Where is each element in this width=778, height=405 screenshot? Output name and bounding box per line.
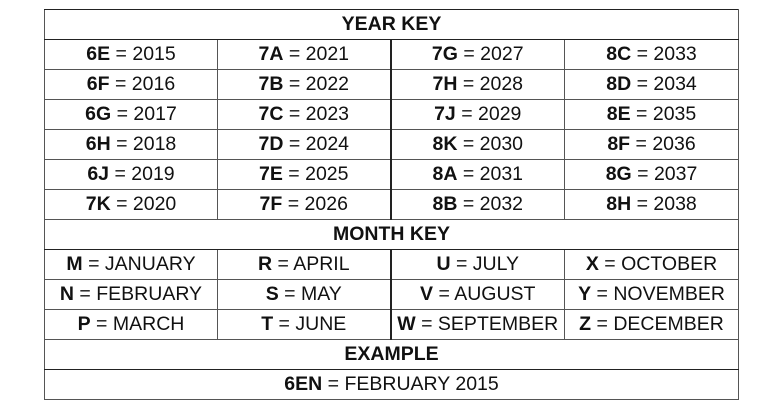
month-value: JULY xyxy=(472,253,520,275)
equals-sign: = xyxy=(630,103,653,125)
equals-sign: = xyxy=(457,133,480,155)
year-code: 6H xyxy=(85,133,111,155)
year-key-cell xyxy=(45,190,218,220)
month-key-cell xyxy=(565,280,739,310)
year-key-cell xyxy=(565,100,739,130)
equals-sign: = xyxy=(457,73,480,95)
year-key-cell xyxy=(391,130,565,160)
month-key-cell xyxy=(45,250,218,280)
equals-sign: = xyxy=(457,43,481,65)
month-key-cell xyxy=(218,310,391,340)
month-key-header-row xyxy=(45,220,739,250)
year-key-cell xyxy=(391,160,565,190)
year-key-cell xyxy=(45,130,218,160)
year-value: 2015 xyxy=(132,43,176,65)
year-key-cell xyxy=(218,130,391,160)
equals-sign: = xyxy=(283,133,306,155)
year-key-cell xyxy=(565,190,739,220)
equals-sign: = xyxy=(109,73,132,95)
year-key-row xyxy=(45,130,739,160)
equals-sign: = xyxy=(631,163,654,185)
year-code: 7C xyxy=(258,103,284,125)
year-key-cell xyxy=(218,160,391,190)
month-value: MARCH xyxy=(112,313,185,335)
year-code: 7E xyxy=(259,163,283,185)
year-key-cell xyxy=(391,100,565,130)
example-row xyxy=(45,370,739,400)
equals-sign: = xyxy=(591,313,614,335)
month-key-cell xyxy=(391,250,565,280)
year-key-cell xyxy=(391,190,565,220)
year-code: 6J xyxy=(87,163,110,185)
year-code: 8K xyxy=(432,133,458,155)
month-key-cell xyxy=(218,280,391,310)
year-code: 6E xyxy=(86,43,111,65)
year-code: 7A xyxy=(258,43,284,65)
equals-sign: = xyxy=(630,133,653,155)
equals-sign: = xyxy=(111,103,134,125)
year-value: 2032 xyxy=(479,193,524,215)
month-code: V xyxy=(420,283,434,305)
example-value: FEBRUARY 2015 xyxy=(344,373,499,395)
month-value: JANUARY xyxy=(104,253,196,275)
month-key-cell xyxy=(565,250,739,280)
month-code: R xyxy=(257,253,273,275)
year-code: 8F xyxy=(607,133,631,155)
year-code: 7D xyxy=(258,133,284,155)
month-key-title: MONTH KEY xyxy=(45,220,739,250)
month-key-section xyxy=(45,220,739,340)
month-key-row xyxy=(45,280,739,310)
equals-sign: = xyxy=(278,283,301,305)
equals-sign: = xyxy=(591,283,614,305)
year-code: 8D xyxy=(606,73,632,95)
year-value: 2029 xyxy=(478,103,522,125)
example-cell xyxy=(45,370,739,400)
month-code: M xyxy=(66,253,83,275)
equals-sign: = xyxy=(457,193,480,215)
date-code-key-table xyxy=(44,9,739,400)
year-key-cell xyxy=(45,70,218,100)
equals-sign: = xyxy=(322,373,345,395)
month-code: S xyxy=(265,283,279,305)
example-header-row xyxy=(45,340,739,370)
year-key-row xyxy=(45,190,739,220)
year-value: 2028 xyxy=(479,73,524,95)
month-value: MAY xyxy=(300,283,342,305)
month-key-cell xyxy=(45,280,218,310)
month-code: T xyxy=(261,313,274,335)
year-code: 8H xyxy=(606,193,632,215)
year-code: 8C xyxy=(606,43,632,65)
equals-sign: = xyxy=(283,43,306,65)
year-value: 2020 xyxy=(132,193,177,215)
equals-sign: = xyxy=(74,283,97,305)
year-value: 2030 xyxy=(479,133,524,155)
year-value: 2025 xyxy=(305,163,349,185)
year-value: 2034 xyxy=(653,73,697,95)
year-value: 2037 xyxy=(653,163,698,185)
equals-sign: = xyxy=(273,313,296,335)
year-code: 7H xyxy=(432,73,458,95)
year-value: 2031 xyxy=(479,163,524,185)
year-value: 2035 xyxy=(652,103,697,125)
year-key-cell xyxy=(565,40,739,70)
year-key-title: YEAR KEY xyxy=(45,10,739,40)
month-key-cell xyxy=(391,280,565,310)
year-key-cell xyxy=(391,40,565,70)
year-code: 8E xyxy=(606,103,631,125)
month-key-cell xyxy=(218,250,391,280)
year-code: 8G xyxy=(605,163,632,185)
year-value: 2016 xyxy=(131,73,176,95)
month-value: NOVEMBER xyxy=(613,283,725,305)
month-key-cell xyxy=(45,310,218,340)
month-value: SEPTEMBER xyxy=(437,313,559,335)
year-value: 2026 xyxy=(304,193,348,215)
equals-sign: = xyxy=(282,193,305,215)
year-value: 2027 xyxy=(480,43,524,65)
year-code: 8B xyxy=(432,193,458,215)
month-value: JUNE xyxy=(295,313,347,335)
year-key-row xyxy=(45,160,739,190)
year-key-cell xyxy=(565,160,739,190)
year-key-cell xyxy=(218,70,391,100)
month-value: DECEMBER xyxy=(613,313,724,335)
month-code: N xyxy=(59,283,74,305)
year-key-header-row xyxy=(45,10,739,40)
equals-sign: = xyxy=(283,73,306,95)
year-key-row xyxy=(45,40,739,70)
month-key-cell xyxy=(391,310,565,340)
equals-sign: = xyxy=(283,103,306,125)
equals-sign: = xyxy=(282,163,306,185)
year-key-section xyxy=(45,10,739,220)
year-key-cell xyxy=(218,100,391,130)
month-value: FEBRUARY xyxy=(96,283,203,305)
equals-sign: = xyxy=(110,133,133,155)
year-key-cell xyxy=(218,190,391,220)
year-code: 8A xyxy=(432,163,458,185)
year-code: 7B xyxy=(258,73,284,95)
year-value: 2021 xyxy=(305,43,350,65)
month-code: X xyxy=(585,253,599,275)
month-code: Z xyxy=(579,313,592,335)
year-value: 2038 xyxy=(653,193,697,215)
year-value: 2033 xyxy=(653,43,697,65)
month-key-row xyxy=(45,310,739,340)
year-value: 2022 xyxy=(305,73,350,95)
equals-sign: = xyxy=(631,43,654,65)
year-value: 2019 xyxy=(131,163,175,185)
year-key-cell xyxy=(565,70,739,100)
equals-sign: = xyxy=(82,253,105,275)
year-value: 2017 xyxy=(133,103,177,125)
equals-sign: = xyxy=(415,313,438,335)
year-value: 2036 xyxy=(652,133,696,155)
year-code: 7G xyxy=(431,43,458,65)
year-key-row xyxy=(45,70,739,100)
month-value: AUGUST xyxy=(454,283,536,305)
equals-sign: = xyxy=(631,73,654,95)
year-code: 6G xyxy=(85,103,112,125)
month-code: Y xyxy=(578,283,592,305)
equals-sign: = xyxy=(457,163,480,185)
year-key-cell xyxy=(565,130,739,160)
equals-sign: = xyxy=(455,103,479,125)
month-value: APRIL xyxy=(293,253,350,275)
year-code: 7J xyxy=(434,103,456,125)
example-title: EXAMPLE xyxy=(45,340,739,370)
year-value: 2023 xyxy=(305,103,350,125)
month-code: U xyxy=(436,253,451,275)
year-key-cell xyxy=(45,40,218,70)
year-code: 7F xyxy=(259,193,283,215)
year-key-cell xyxy=(45,160,218,190)
equals-sign: = xyxy=(450,253,473,275)
year-value: 2024 xyxy=(305,133,350,155)
month-value: OCTOBER xyxy=(621,253,718,275)
equals-sign: = xyxy=(110,193,133,215)
month-key-row xyxy=(45,250,739,280)
equals-sign: = xyxy=(433,283,455,305)
year-code: 7K xyxy=(85,193,111,215)
equals-sign: = xyxy=(110,43,133,65)
equals-sign: = xyxy=(631,193,654,215)
month-key-cell xyxy=(565,310,739,340)
year-code: 6F xyxy=(86,73,110,95)
year-key-cell xyxy=(391,70,565,100)
equals-sign: = xyxy=(272,253,294,275)
month-code: P xyxy=(77,313,91,335)
equals-sign: = xyxy=(598,253,622,275)
year-value: 2018 xyxy=(132,133,177,155)
equals-sign: = xyxy=(90,313,113,335)
equals-sign: = xyxy=(109,163,132,185)
year-key-cell xyxy=(218,40,391,70)
example-code: 6EN xyxy=(284,373,323,395)
year-key-row xyxy=(45,100,739,130)
month-code: W xyxy=(397,313,416,335)
year-key-cell xyxy=(45,100,218,130)
example-section xyxy=(45,340,739,400)
